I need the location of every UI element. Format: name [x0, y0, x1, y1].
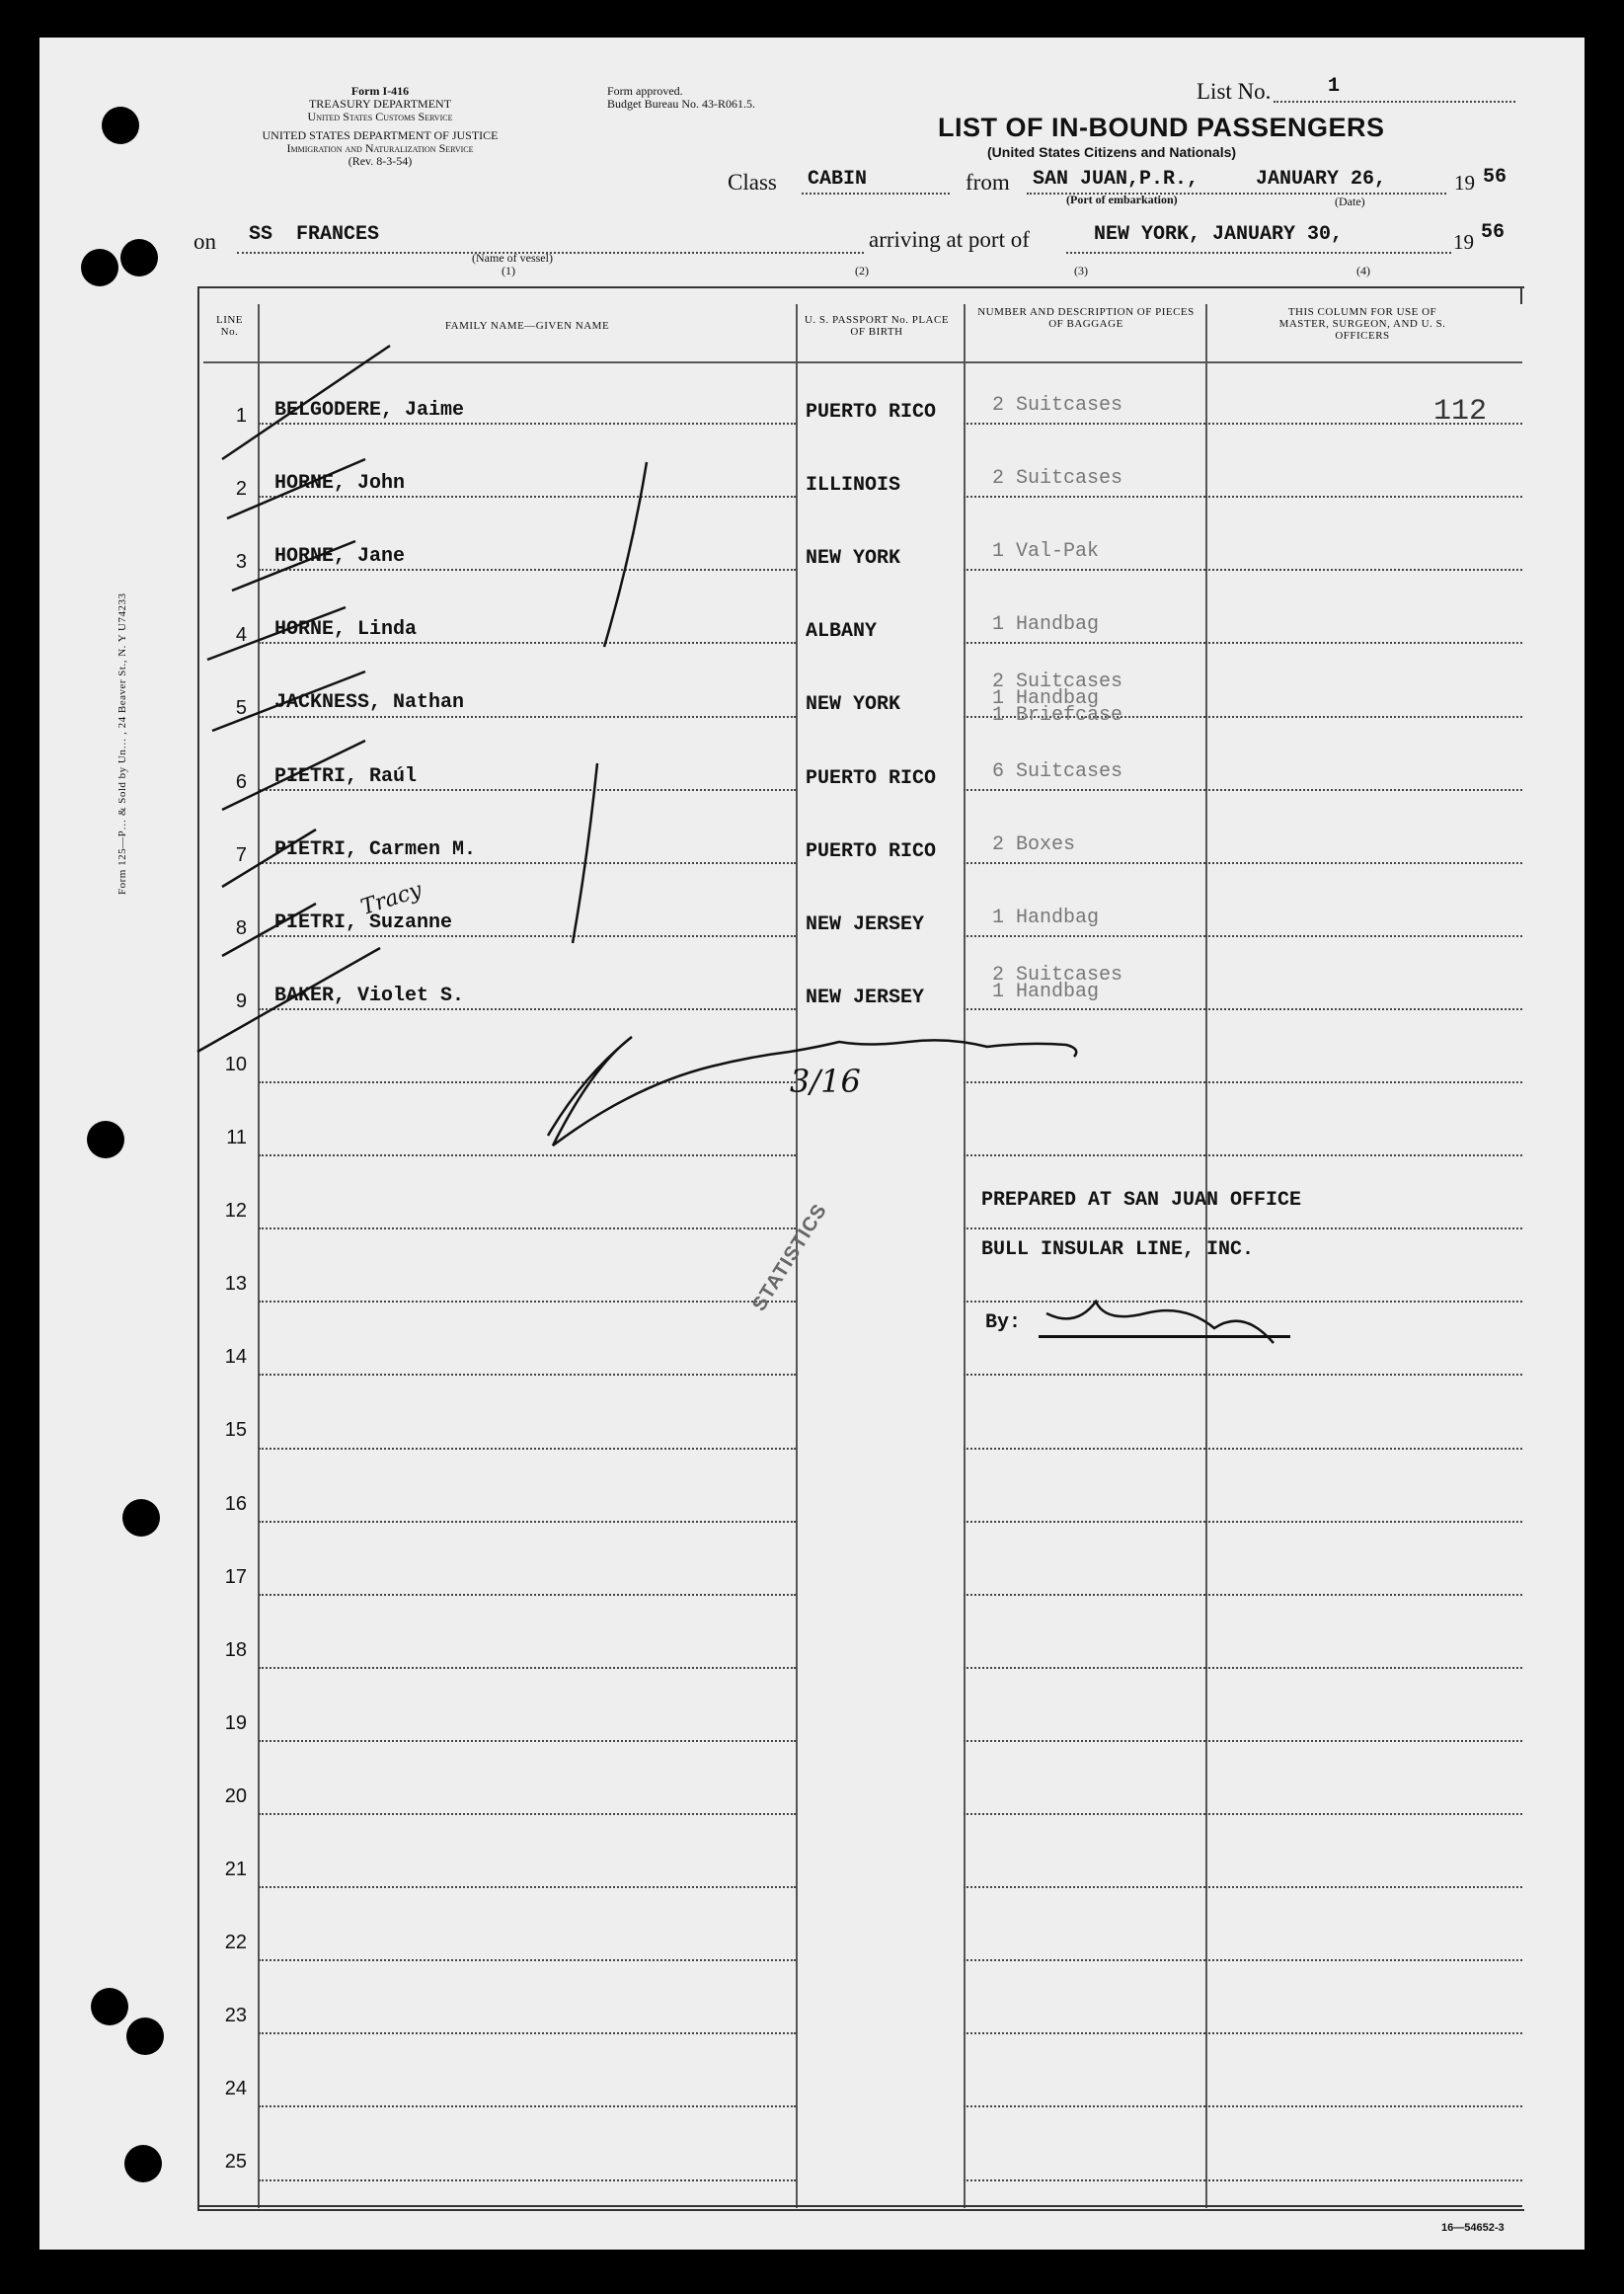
row-line-number: 9	[235, 989, 247, 1012]
year-prefix: 19	[1454, 171, 1475, 195]
from-label: from	[966, 170, 1010, 195]
form-number: Form I-416	[350, 84, 410, 98]
baggage-item: 1 Handbag	[992, 687, 1100, 711]
row-line-number: 5	[235, 697, 247, 720]
strike-mark	[222, 741, 365, 810]
revision: (Rev. 8-3-54)	[348, 154, 413, 168]
col-header-name: FAMILY NAME—GIVEN NAME	[444, 320, 610, 332]
passenger-name: HORNE, Linda	[274, 618, 418, 642]
prepared-company: BULL INSULAR LINE, INC.	[981, 1238, 1255, 1261]
place-of-birth: ALBANY	[806, 620, 878, 644]
row-line-number: 13	[224, 1273, 247, 1296]
row-line-number: 25	[224, 2151, 247, 2174]
baggage-item: 1 Handbag	[992, 613, 1100, 637]
col-header-line: LINE No.	[215, 314, 244, 338]
strike-mark	[222, 904, 316, 956]
on-label: on	[193, 229, 216, 254]
port-embark-caption: (Port of embarkation)	[1066, 193, 1178, 206]
vessel-caption: (Name of vessel)	[472, 251, 553, 265]
row-line-number: 10	[224, 1053, 247, 1075]
strike-mark	[222, 830, 316, 887]
baggage-item: 2 Suitcases	[992, 394, 1123, 417]
row-line-number: 12	[224, 1200, 247, 1223]
place-of-birth: NEW YORK	[806, 547, 901, 571]
handwritten-fraction: 3/16	[790, 1063, 861, 1100]
row-line-number: 21	[224, 1859, 247, 1880]
passenger-name: PIETRI, Raúl	[274, 764, 418, 788]
by-label: By:	[985, 1311, 1022, 1334]
pencil-mark	[573, 763, 597, 943]
passenger-name: BELGODERE, Jaime	[274, 399, 465, 422]
justice-dept: UNITED STATES DEPARTMENT OF JUSTICE	[262, 128, 499, 142]
budget-bureau-line: Budget Bureau No. 43-R061.5.	[607, 97, 755, 111]
prepared-at: PREPARED AT SAN JUAN OFFICE	[981, 1189, 1302, 1212]
passenger-name: HORNE, Jane	[274, 545, 406, 569]
arriving-label: arriving at port of	[869, 227, 1030, 252]
strike-mark	[197, 948, 380, 1052]
place-of-birth: PUERTO RICO	[806, 839, 937, 863]
handwritten-note-row8: Tracy	[357, 877, 425, 921]
footer-code: 16—54652-3	[1441, 2222, 1505, 2234]
baggage-item: 2 Suitcases	[992, 467, 1123, 491]
baggage-item: 1 Handbag	[992, 906, 1100, 929]
row-line-number: 4	[235, 624, 247, 647]
passenger-name: HORNE, John	[274, 472, 406, 496]
passenger-name: PIETRI, Carmen M.	[274, 837, 477, 861]
baggage-item: 1 Briefcase	[992, 704, 1123, 728]
year-value-2: 56	[1481, 221, 1506, 244]
signature-scrawl	[1046, 1302, 1274, 1343]
col-marker-2: (2)	[855, 264, 869, 277]
baggage-item: 2 Suitcases	[992, 963, 1123, 987]
row-line-number: 1	[235, 405, 247, 427]
row-line-number: 18	[224, 1638, 247, 1661]
customs-service: United States Customs Service	[307, 110, 453, 123]
form-title: LIST OF IN-BOUND PASSENGERS	[938, 113, 1385, 142]
row-line-number: 22	[224, 1932, 247, 1954]
place-of-birth: PUERTO RICO	[806, 766, 937, 790]
col-header-baggage: NUMBER AND DESCRIPTION OF PIECES OF BAGGAGE	[977, 306, 1195, 330]
row-line-number: 23	[224, 2005, 247, 2027]
row-line-number: 7	[235, 843, 247, 866]
pencil-mark	[604, 462, 647, 647]
baggage-item: 6 Suitcases	[992, 759, 1123, 783]
list-no-label: List No.	[1197, 79, 1272, 104]
passenger-name: PIETRI, Suzanne	[274, 910, 453, 934]
class-value: CABIN	[808, 168, 868, 191]
year-value: 56	[1483, 166, 1508, 189]
row-line-number: 3	[235, 551, 247, 574]
row-line-number: 8	[235, 916, 247, 939]
embark-date-value: JANUARY 26,	[1256, 168, 1387, 191]
baggage-item: 2 Suitcases	[992, 671, 1123, 694]
year-prefix-2: 19	[1453, 230, 1474, 254]
class-label: Class	[728, 170, 777, 195]
place-of-birth: NEW YORK	[806, 693, 901, 717]
row-line-number: 15	[224, 1419, 247, 1442]
date-caption: (Date)	[1335, 195, 1365, 208]
arrival-port-value: NEW YORK, JANUARY 30,	[1094, 223, 1344, 246]
row-line-number: 20	[224, 1784, 247, 1807]
place-of-birth: ILLINOIS	[806, 474, 901, 498]
strike-mark	[227, 459, 365, 518]
col-header-officers: THIS COLUMN FOR USE OF MASTER, SURGEON, AND U. S. OFFICERS	[1278, 306, 1446, 342]
port-embarkation-value: SAN JUAN,P.R.,	[1033, 168, 1199, 191]
strike-mark	[212, 672, 365, 731]
strike-mark	[232, 541, 355, 591]
col-marker-1: (1)	[502, 264, 515, 277]
col-marker-3: (3)	[1074, 264, 1088, 277]
row-line-number: 11	[226, 1127, 247, 1148]
form-subtitle: (United States Citizens and Nationals)	[987, 144, 1237, 160]
row-line-number: 19	[224, 1711, 247, 1734]
place-of-birth: NEW JERSEY	[806, 912, 925, 936]
list-no-value: 1	[1328, 75, 1341, 98]
row-line-number: 17	[224, 1565, 247, 1588]
place-of-birth: NEW JERSEY	[806, 986, 925, 1009]
baggage-item: 1 Val-Pak	[992, 540, 1100, 564]
row-line-number: 16	[224, 1492, 247, 1515]
officer-note: 112	[1433, 395, 1488, 429]
printer-imprint: Form 125—P… & Sold by Un… , 24 Beaver St., N. Y U74233	[116, 593, 128, 895]
baggage-item: 1 Handbag	[992, 980, 1100, 1003]
col-marker-4: (4)	[1356, 264, 1370, 277]
row-line-number: 6	[235, 770, 247, 793]
baggage-item: 2 Boxes	[992, 832, 1076, 856]
strike-mark	[222, 346, 390, 459]
strike-mark	[207, 607, 346, 660]
place-of-birth: PUERTO RICO	[806, 401, 937, 424]
statistics-stamp: STATISTICS	[748, 1200, 832, 1315]
row-line-number: 24	[224, 2078, 247, 2100]
passenger-name: BAKER, Violet S.	[274, 984, 465, 1007]
row-line-number: 2	[235, 478, 247, 501]
treasury-dept: TREASURY DEPARTMENT	[308, 97, 452, 111]
row-line-number: 14	[224, 1346, 247, 1369]
approval-line: Form approved.	[607, 84, 683, 98]
col-header-passport: U. S. PASSPORT No. PLACE OF BIRTH	[804, 314, 950, 338]
vessel-name: SS FRANCES	[249, 223, 380, 246]
ins-service: Immigration and Naturalization Service	[286, 141, 474, 155]
passenger-name: JACKNESS, Nathan	[274, 691, 465, 715]
